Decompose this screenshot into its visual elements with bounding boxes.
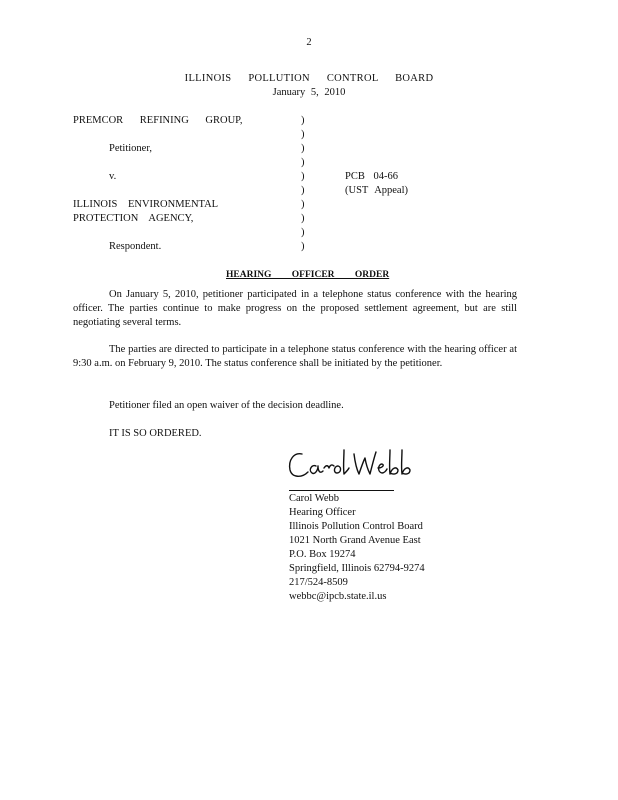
officer-name: Carol Webb <box>289 493 339 504</box>
case-number: PCB 04-66 <box>345 171 398 182</box>
caption-paren: ) <box>301 115 305 126</box>
signature-line <box>289 490 394 491</box>
caption-paren: ) <box>301 227 305 238</box>
paragraph-status-report: On January 5, 2010, petitioner participated in a telephone status conference with the hearing officer. The parties continue to make progress on the proposed settlement agreement, but are still negotiating several terms. <box>73 289 517 328</box>
officer-email[interactable]: webbc@ipcb.state.il.us <box>289 591 387 602</box>
respondent-name-line1: ILLINOIS ENVIRONMENTAL <box>73 199 219 210</box>
order-date: January 5, 2010 <box>272 87 346 98</box>
caption-paren: ) <box>301 199 305 210</box>
signature-block <box>289 492 425 604</box>
paragraph-directive: The parties are directed to participate in a telephone status conference with the hearing officer at 9:30 a.m. on February 9, 2010. The status conference shall be initiated by the petitioner. <box>73 344 517 369</box>
caption-paren: ) <box>301 157 305 168</box>
respondent-name-line2: PROTECTION AGENCY, <box>73 213 194 224</box>
board-name: ILLINOIS POLLUTION CONTROL BOARD <box>184 73 434 84</box>
caption-paren: ) <box>301 213 305 224</box>
officer-street: 1021 North Grand Avenue East <box>289 535 421 546</box>
order-title: HEARING OFFICER ORDER <box>226 270 390 280</box>
closing-statement: IT IS SO ORDERED. <box>109 428 202 439</box>
caption-paren: ) <box>301 129 305 140</box>
page-number: 2 <box>306 37 312 48</box>
petitioner-name: PREMCOR REFINING GROUP, <box>73 115 243 126</box>
caption-parentheses <box>301 114 305 254</box>
caption-paren: ) <box>301 241 305 252</box>
paragraph-waiver: Petitioner filed an open waiver of the decision deadline. <box>109 400 344 411</box>
officer-phone: 217/524-8509 <box>289 577 348 588</box>
officer-city-state-zip: Springfield, Illinois 62794-9274 <box>289 563 425 574</box>
officer-organization: Illinois Pollution Control Board <box>289 521 423 532</box>
petitioner-role: Petitioner, <box>109 143 153 154</box>
caption-paren: ) <box>301 171 305 182</box>
respondent-role: Respondent. <box>109 241 162 252</box>
handwritten-signature-image <box>286 446 416 486</box>
caption-paren: ) <box>301 185 305 196</box>
officer-po-box: P.O. Box 19274 <box>289 549 356 560</box>
versus-label: v. <box>109 171 117 182</box>
caption-paren: ) <box>301 143 305 154</box>
officer-title: Hearing Officer <box>289 507 356 518</box>
case-type: (UST Appeal) <box>345 185 409 196</box>
